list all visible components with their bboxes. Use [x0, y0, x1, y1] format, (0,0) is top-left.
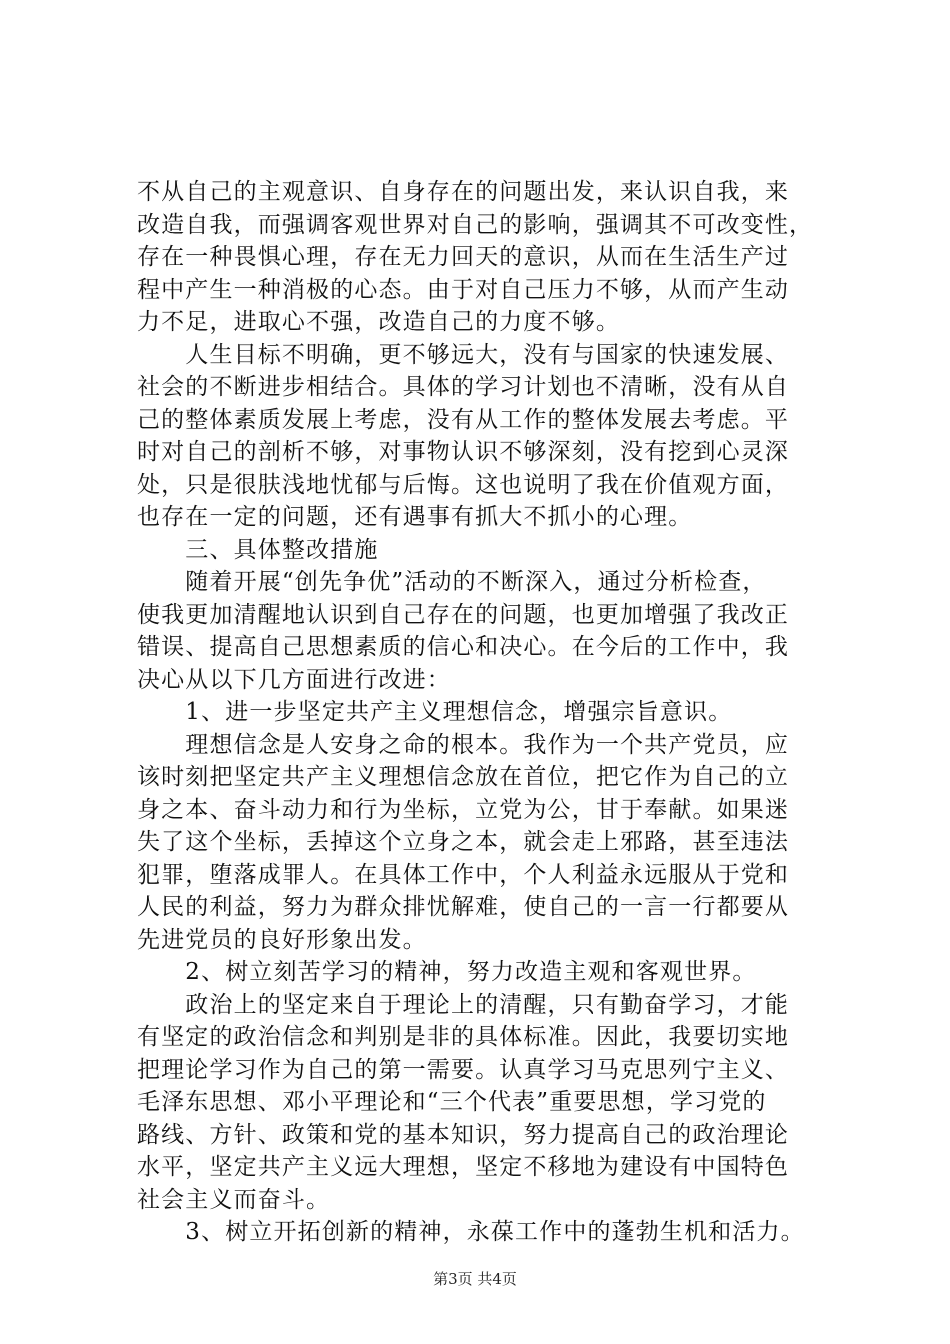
text-line: 错误、提高自己思想素质的信心和决心。在今后的工作中，我 — [137, 634, 790, 660]
text-line: 存在一种畏惧心理，存在无力回天的意识，从而在生活生产过 — [137, 244, 790, 270]
text-line: 犯罪，堕落成罪人。在具体工作中，个人利益永远服从于党和 — [137, 861, 790, 888]
text-line: 不从自己的主观意识、自身存在的问题出发，来认识自我，来 — [137, 179, 790, 205]
text-line: 己的整体素质发展上考虑，没有从工作的整体发展去考虑。平 — [137, 406, 790, 433]
text-line: 1、进一步坚定共产主义理想信念，增强宗旨意识。 — [137, 699, 733, 725]
text-line: 决心从以下几方面进行改进： — [137, 666, 451, 693]
text-line: 社会的不断进步相结合。具体的学习计划也不清晰，没有从自 — [137, 374, 790, 400]
text-line: 该时刻把坚定共产主义理想信念放在首位，把它作为自己的立 — [137, 764, 790, 790]
text-line: 失了这个坐标，丢掉这个立身之本，就会走上邪路，甚至违法 — [137, 829, 790, 855]
page-number-footer: 第3页 共4页 — [433, 1270, 517, 1288]
text-line: 毛泽东思想、邓小平理论和“三个代表”重要思想，学习党的 — [137, 1089, 767, 1115]
text-line: 身之本、奋斗动力和行为坐标，立党为公，甘于奉献。如果迷 — [137, 796, 790, 823]
document-body — [137, 176, 837, 1249]
text-line: 处，只是很肤浅地忧郁与后悔。这也说明了我在价值观方面， — [137, 471, 790, 498]
text-line: 路线、方针、政策和党的基本知识，努力提高自己的政治理论 — [137, 1121, 790, 1148]
text-line: 人生目标不明确，更不够远大，没有与国家的快速发展、 — [137, 341, 790, 368]
text-line: 时对自己的剖析不够，对事物认识不够深刻，没有挖到心灵深 — [137, 439, 790, 465]
text-line: 改造自我，而强调客观世界对自己的影响，强调其不可改变性， — [137, 211, 814, 238]
text-line: 政治上的坚定来自于理论上的清醒，只有勤奋学习，才能 — [137, 991, 790, 1018]
text-line: 3、树立开拓创新的精神，永葆工作中的蓬勃生机和活力。 — [137, 1219, 805, 1245]
text-line: 把理论学习作为自己的第一需要。认真学习马克思列宁主义、 — [137, 1056, 790, 1083]
text-line: 2、树立刻苦学习的精神，努力改造主观和客观世界。 — [137, 959, 757, 985]
text-line: 水平，坚定共产主义远大理想，坚定不移地为建设有中国特色 — [137, 1154, 790, 1180]
text-line: 程中产生一种消极的心态。由于对自己压力不够，从而产生动 — [137, 276, 790, 303]
text-line: 先进党员的良好形象出发。 — [137, 926, 427, 953]
text-line: 使我更加清醒地认识到自己存在的问题，也更加增强了我改正 — [137, 601, 790, 628]
text-line: 随着开展“创先争优”活动的不断深入，通过分析检查， — [137, 569, 767, 595]
text-line: 人民的利益，努力为群众排忧解难，使自己的一言一行都要从 — [137, 894, 790, 920]
text-line: 社会主义而奋斗。 — [137, 1186, 331, 1213]
text-line: 三、具体整改措施 — [137, 536, 379, 563]
text-line: 也存在一定的问题，还有遇事有抓大不抓小的心理。 — [137, 504, 693, 530]
text-line: 理想信念是人安身之命的根本。我作为一个共产党员，应 — [137, 731, 790, 758]
text-line: 有坚定的政治信念和判别是非的具体标准。因此，我要切实地 — [137, 1024, 790, 1050]
text-line: 力不足，进取心不强，改造自己的力度不够。 — [137, 309, 620, 335]
